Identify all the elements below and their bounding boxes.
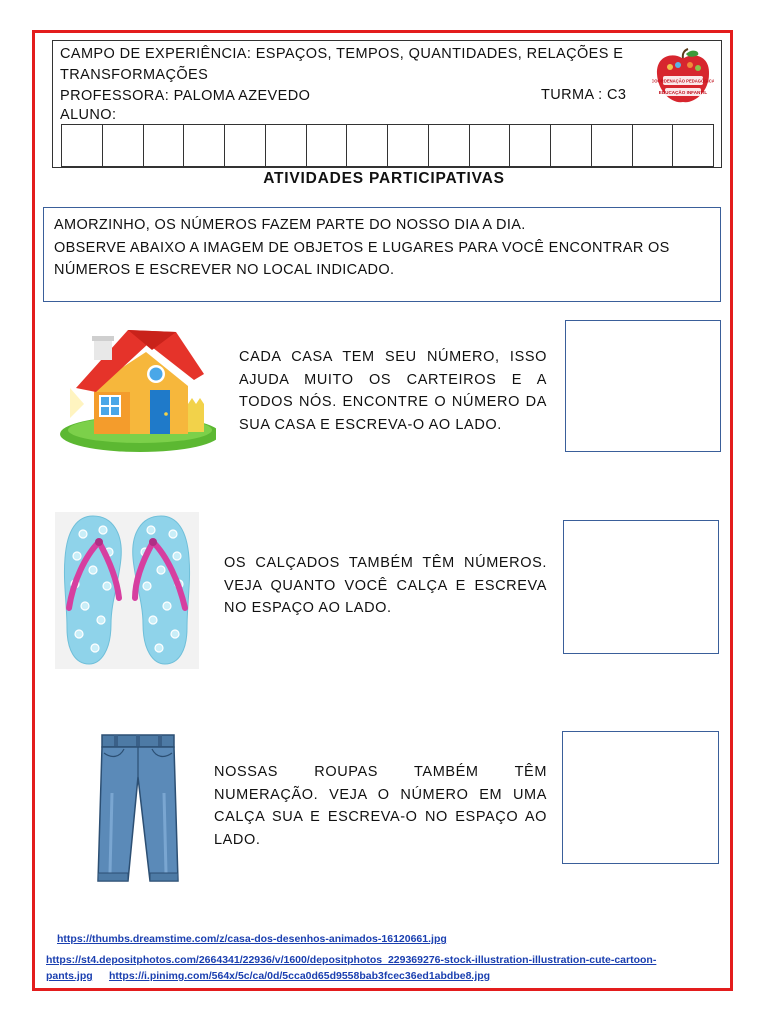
student-name-grid[interactable] (61, 124, 714, 167)
source-link-flip-flops[interactable]: https://i.pinimg.com/564x/5c/ca/0d/5cca0d65d9558bab3fcec36ed1abdbe8.jpg (109, 970, 491, 982)
task3-answer-box[interactable] (562, 731, 719, 864)
instructions-line2: OBSERVE ABAIXO A IMAGEM DE OBJETOS E LUGARES PARA VOCÊ ENCONTRAR OS (54, 239, 670, 256)
svg-text:COORDENAÇÃO PEDAGÓGICA: COORDENAÇÃO PEDAGÓGICA (652, 78, 714, 84)
pants-icon (92, 733, 184, 890)
student-label: ALUNO: (60, 107, 117, 123)
task1-text: CADA CASA TEM SEU NÚMERO, ISSO AJUDA MUITO OS CARTEIROS E A TODOS NÓS. ENCONTRE O NÚMERO DA SUA CASA E ESCREVA-O AO LADO. (239, 349, 547, 433)
instructions-line3: NÚMEROS E ESCREVER NO LOCAL INDICADO. (54, 262, 395, 278)
instructions-line1: AMORZINHO, OS NÚMEROS FAZEM PARTE DO NOSSO DIA A DIA. (54, 217, 526, 233)
source-link-house[interactable]: https://thumbs.dreamstime.com/z/casa-dos-desenhos-animados-16120661.jpg (57, 933, 447, 945)
experience-field-line1: CAMPO DE EXPERIÊNCIA: ESPAÇOS, TEMPOS, QUANTIDADES, RELAÇÕES E (60, 46, 624, 62)
experience-field-line2: TRANSFORMAÇÕES (60, 67, 209, 83)
source-link-pants[interactable]: https://st4.depositphotos.com/2664341/22936/v/1600/depositphotos_229369276-stock-illustration-illustration-cute-cartoon- (46, 954, 657, 966)
source-link-pants-cont[interactable]: pants.jpg (46, 970, 93, 982)
task2-text: OS CALÇADOS TAMBÉM TÊM NÚMEROS. VEJA QUANTO VOCÊ CALÇA E ESCREVA NO ESPAÇO AO LADO. (224, 555, 547, 616)
page-title: ATIVIDADES PARTICIPATIVAS (263, 170, 505, 187)
flip-flops-icon (55, 512, 199, 674)
task1-answer-box[interactable] (565, 320, 721, 452)
task3-text: NOSSAS ROUPAS TAMBÉM TÊM NUMERAÇÃO. VEJA O NÚMERO EM UMA CALÇA SUA E ESCREVA-O NO ESPAÇO AO LADO. (214, 764, 547, 848)
class-label: TURMA : C3 (541, 87, 627, 103)
instructions-box (43, 207, 721, 302)
task2-answer-box[interactable] (563, 520, 719, 654)
teacher-name: PROFESSORA: PALOMA AZEVEDO (60, 88, 311, 104)
svg-text:EDUCAÇÃO INFANTIL: EDUCAÇÃO INFANTIL (658, 90, 708, 95)
school-logo (652, 48, 714, 106)
house-icon (56, 322, 216, 459)
